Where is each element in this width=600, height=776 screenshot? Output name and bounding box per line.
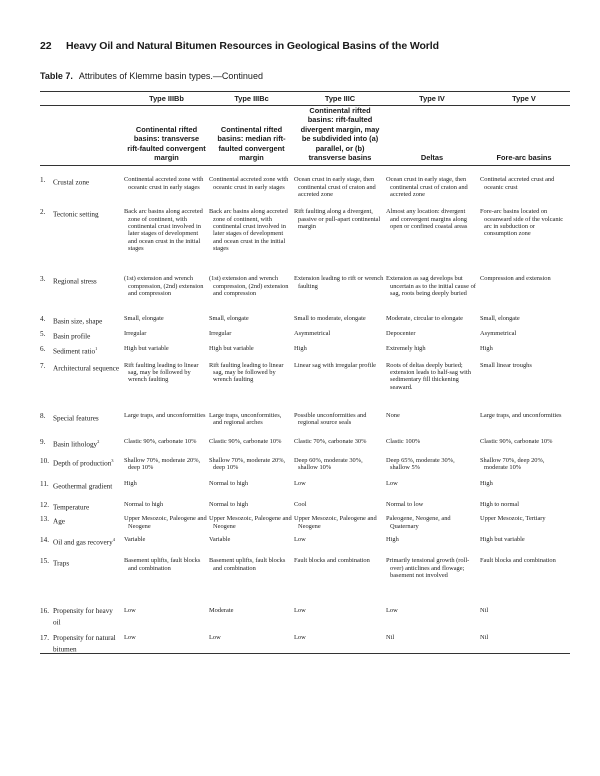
- column-subtitle: Continental rifted basins: median rift-faulted convergent margin: [209, 106, 294, 166]
- footnote-marker: 3: [111, 457, 114, 463]
- cell-text: Ocean crust in early stage, then continental crust of craton and accreted zone: [386, 176, 468, 199]
- row-label: Basin profile: [53, 332, 91, 341]
- cell-text: Clastic 70%, carbonate 30%: [294, 437, 367, 445]
- cell-text: Depocenter: [386, 330, 416, 338]
- cell-text: Normal to high: [209, 479, 249, 487]
- cell-text: Small to moderate, elongate: [294, 315, 366, 323]
- cell-text: High: [294, 345, 307, 353]
- table-cell: [294, 434, 386, 453]
- table-cell: [124, 306, 209, 326]
- cell-text: Large traps, and unconformities: [480, 411, 562, 419]
- klemme-attributes-table: [40, 91, 570, 654]
- cell-text: Irregular: [209, 330, 232, 338]
- table-cell: [124, 597, 209, 626]
- table-cell: [386, 553, 478, 597]
- cell-text: Continetal accreted crust and oceanic crust: [480, 176, 555, 191]
- row-label-cell: [40, 198, 124, 264]
- column-type: Type IIIBc: [209, 92, 294, 106]
- table-cell: [209, 553, 294, 597]
- table-cell: [386, 306, 478, 326]
- cell-text: Shallow 70%, moderate 20%, deep 10%: [209, 456, 286, 471]
- table-cell: [478, 403, 570, 434]
- table-cell: [209, 166, 294, 198]
- table-cell: [124, 434, 209, 453]
- running-title: Heavy Oil and Natural Bitumen Resources in Geological Basins of the World: [66, 40, 439, 52]
- row-label: Basin size, shape: [53, 317, 103, 326]
- column-subtitle-row: [40, 106, 570, 166]
- cell-text: Irregular: [124, 330, 147, 338]
- row-number: 6.: [40, 345, 46, 354]
- table-row: [40, 198, 570, 264]
- cell-text: Low: [209, 634, 221, 642]
- table-cell: [478, 306, 570, 326]
- table-cell: [386, 626, 478, 653]
- table-cell: [209, 476, 294, 497]
- table-cell: [478, 166, 570, 198]
- row-label-cell: [40, 476, 124, 497]
- row-number: 10.: [40, 456, 49, 465]
- table-cell: [478, 511, 570, 532]
- table-cell: [294, 264, 386, 306]
- table-cell: [124, 264, 209, 306]
- cell-text: Clastic 100%: [386, 437, 421, 445]
- row-label-cell: [40, 356, 124, 403]
- cell-text: Nil: [480, 634, 489, 642]
- cell-text: High: [386, 536, 399, 544]
- table-cell: [294, 403, 386, 434]
- cell-text: None: [386, 411, 400, 419]
- cell-text: Nil: [386, 634, 395, 642]
- table-cell: [294, 306, 386, 326]
- table-caption-text: Attributes of Klemme basin types.—Continued: [78, 71, 263, 81]
- row-label-wrap: [53, 515, 120, 526]
- row-label: Tectonic setting: [53, 210, 99, 219]
- column-subtitle: Continental rifted basins: transverse rift-faulted convergent margin: [124, 106, 209, 166]
- table-cell: [386, 198, 478, 264]
- row-number: 12.: [40, 500, 49, 509]
- cell-text: Large traps, and unconformities: [124, 411, 206, 419]
- cell-text: Low: [386, 607, 398, 615]
- header-corner: [40, 92, 124, 106]
- row-number: 11.: [40, 479, 49, 488]
- table-row: [40, 597, 570, 626]
- cell-text: High: [480, 479, 493, 487]
- row-label-wrap: [53, 501, 120, 512]
- row-number: 17.: [40, 634, 49, 643]
- table-cell: [294, 626, 386, 653]
- row-label-cell: [40, 403, 124, 434]
- cell-text: Low: [124, 607, 136, 615]
- row-number: 3.: [40, 275, 46, 284]
- cell-text: Ocean crust in early stage, then continental crust of craton and accreted zone: [294, 176, 376, 199]
- table-cell: [478, 264, 570, 306]
- table-cell: [478, 626, 570, 653]
- row-label: Age: [53, 517, 65, 526]
- table-cell: [386, 511, 478, 532]
- table-cell: [209, 511, 294, 532]
- cell-text: Moderate: [209, 607, 234, 615]
- cell-text: Linear sag with irregular profile: [294, 361, 376, 369]
- row-label: Geothermal gradient: [53, 482, 113, 491]
- table-cell: [386, 476, 478, 497]
- row-label-cell: [40, 166, 124, 198]
- cell-text: Large traps, unconformities, and regional arches: [209, 411, 282, 426]
- table-cell: [386, 341, 478, 356]
- column-type-row: [40, 92, 570, 106]
- table-cell: [478, 453, 570, 476]
- table-cell: [294, 597, 386, 626]
- table-cell: [209, 434, 294, 453]
- table-row: [40, 476, 570, 497]
- cell-text: Small linear troughs: [480, 361, 532, 369]
- cell-text: Continental accreted zone with oceanic crust in early stages: [124, 176, 204, 191]
- row-label: Propensity for heavy oil: [53, 607, 113, 627]
- cell-text: Moderate, circular to elongate: [386, 315, 464, 323]
- row-label-wrap: [53, 536, 120, 547]
- cell-text: Variable: [124, 536, 146, 544]
- column-type: Type IV: [386, 92, 478, 106]
- row-label-wrap: [53, 480, 120, 491]
- cell-text: Back arc basins along accreted zone of continent, with continental crust involved in later stages of development and ocean crust in the initial stages: [209, 208, 288, 252]
- row-number: 5.: [40, 330, 46, 339]
- table-cell: [294, 497, 386, 512]
- column-subtitle: Continental rifted basins: rift-faulted divergent margin, may be subdivided into (a) parallel, or (b) transverse basins: [294, 106, 386, 166]
- table-row: [40, 326, 570, 341]
- cell-text: Basement uplifts, fault blocks and combination: [124, 557, 201, 572]
- table-cell: [386, 403, 478, 434]
- table-cell: [209, 626, 294, 653]
- row-number: 13.: [40, 515, 49, 524]
- cell-text: Low: [294, 634, 306, 642]
- column-type: Type V: [478, 92, 570, 106]
- table-cell: [478, 341, 570, 356]
- table-cell: [209, 453, 294, 476]
- row-label-wrap: [53, 315, 120, 326]
- table-cell: [124, 532, 209, 553]
- cell-text: Shallow 70%, deep 20%, moderate 10%: [480, 456, 545, 471]
- cell-text: Upper Mesozoic, Tertiary: [480, 515, 546, 523]
- cell-text: High: [124, 479, 137, 487]
- table-cell: [478, 434, 570, 453]
- cell-text: Nil: [480, 607, 489, 615]
- row-label: Special features: [53, 414, 99, 423]
- table-cell: [209, 306, 294, 326]
- cell-text: Shallow 70%, moderate 20%, deep 10%: [124, 456, 201, 471]
- table-cell: [124, 476, 209, 497]
- table-cell: [124, 198, 209, 264]
- row-label: Basin lithology: [53, 440, 98, 449]
- table-caption: [40, 71, 263, 81]
- row-label-wrap: [53, 345, 120, 356]
- table-cell: [209, 356, 294, 403]
- table-cell: [386, 264, 478, 306]
- table-row: [40, 403, 570, 434]
- table-cell: [124, 356, 209, 403]
- table-cell: [209, 403, 294, 434]
- cell-text: Low: [294, 536, 306, 544]
- cell-text: (1st) extension and wrench compression, (2nd) extension and compression: [124, 275, 204, 297]
- row-number: 1.: [40, 176, 46, 185]
- cell-text: (1st) extension and wrench compression, (2nd) extension and compression: [209, 275, 289, 297]
- cell-text: Small, elongate: [209, 315, 249, 323]
- column-subtitle: Deltas: [386, 106, 478, 166]
- table-cell: [478, 597, 570, 626]
- cell-text: Paleogene, Neogene, and Quaternary: [386, 515, 451, 530]
- cell-text: Low: [386, 479, 398, 487]
- row-label: Temperature: [53, 503, 90, 512]
- row-label-wrap: [53, 208, 120, 219]
- row-label-wrap: [53, 634, 120, 653]
- row-number: 2.: [40, 208, 46, 217]
- table-cell: [478, 553, 570, 597]
- row-number: 15.: [40, 557, 49, 566]
- table-cell: [386, 434, 478, 453]
- cell-text: Deep 65%, moderate 30%, shallow 5%: [386, 456, 455, 471]
- cell-text: Compression and extension: [480, 275, 551, 283]
- cell-text: Fault blocks and combination: [480, 557, 556, 565]
- cell-text: Low: [294, 607, 306, 615]
- row-label-cell: [40, 497, 124, 512]
- row-number: 9.: [40, 437, 46, 446]
- table-cell: [478, 532, 570, 553]
- table-cell: [124, 497, 209, 512]
- row-label: Depth of production: [53, 459, 112, 468]
- cell-text: Small, elongate: [124, 315, 164, 323]
- table-row: [40, 166, 570, 198]
- cell-text: Extension as sag develops but uncertain as to the initial cause of sag, roots being deeply buried: [386, 275, 476, 297]
- cell-text: Back arc basins along accreted zone of continent, with continental crust involved in later stages of development and ocean crust in the initial stages: [124, 208, 203, 252]
- page-header: [40, 40, 570, 52]
- table-row: [40, 497, 570, 512]
- footnote-marker: 2: [97, 438, 100, 444]
- cell-text: Asymmetrical: [480, 330, 517, 338]
- row-label-cell: [40, 306, 124, 326]
- table-cell: [124, 166, 209, 198]
- table-cell: [478, 198, 570, 264]
- table-row: [40, 341, 570, 356]
- table-caption-label: Table 7.: [40, 71, 73, 81]
- table-cell: [294, 166, 386, 198]
- row-label-wrap: [53, 607, 120, 626]
- table-cell: [386, 597, 478, 626]
- cell-text: Possible unconformities and regional source seals: [294, 411, 367, 426]
- row-label-cell: [40, 434, 124, 453]
- cell-text: Rift faulting along a divergent, passive or pull-apart continental margin: [294, 208, 381, 230]
- table-cell: [294, 532, 386, 553]
- cell-text: Clastic 90%, carbonate 10%: [480, 437, 553, 445]
- table-row: [40, 511, 570, 532]
- cell-text: High but variable: [480, 536, 525, 544]
- row-number: 7.: [40, 361, 46, 370]
- row-label-wrap: [53, 438, 120, 449]
- table-cell: [294, 453, 386, 476]
- row-label-cell: [40, 626, 124, 653]
- table-cell: [209, 532, 294, 553]
- cell-text: High but variable: [209, 345, 254, 353]
- cell-text: Low: [294, 479, 306, 487]
- table-cell: [294, 341, 386, 356]
- table-body: [40, 166, 570, 654]
- cell-text: Cool: [294, 500, 307, 508]
- row-label: Traps: [53, 559, 70, 568]
- table-cell: [386, 497, 478, 512]
- cell-text: Basement uplifts, fault blocks and combination: [209, 557, 286, 572]
- table-cell: [294, 356, 386, 403]
- cell-text: Clastic 90%, carbonate 10%: [124, 437, 197, 445]
- cell-text: Asymmetrical: [294, 330, 331, 338]
- row-label: Propensity for natural bitumen: [53, 634, 116, 654]
- table-row: [40, 356, 570, 403]
- table-cell: [294, 326, 386, 341]
- table-cell: [386, 532, 478, 553]
- row-label-cell: [40, 341, 124, 356]
- table-row: [40, 434, 570, 453]
- row-number: 16.: [40, 607, 49, 616]
- table-cell: [478, 326, 570, 341]
- table-cell: [386, 326, 478, 341]
- cell-text: Almost any location: divergent and convergent margins along open or confined coastal areas: [386, 208, 468, 230]
- row-label-cell: [40, 453, 124, 476]
- table-cell: [209, 264, 294, 306]
- table-cell: [209, 326, 294, 341]
- table-cell: [209, 497, 294, 512]
- cell-text: Rift faulting leading to linear sag, may be followed by wrench faulting: [209, 361, 284, 384]
- cell-text: Upper Mesozoic, Paleogene and Neogene: [294, 515, 377, 530]
- table-cell: [294, 476, 386, 497]
- cell-text: Extension leading to rift or wrench faulting: [294, 275, 384, 290]
- header-corner: [40, 106, 124, 166]
- table-cell: [386, 356, 478, 403]
- cell-text: Extremely high: [386, 345, 426, 353]
- column-type: Type IIIBb: [124, 92, 209, 106]
- row-label-wrap: [53, 362, 120, 373]
- column-type: Type IIIC: [294, 92, 386, 106]
- cell-text: Primarily tensional growth (roll-over) anticlines and flowage; basement not involved: [386, 557, 470, 579]
- table-row: [40, 306, 570, 326]
- table-cell: [124, 553, 209, 597]
- row-label-wrap: [53, 457, 120, 468]
- table-cell: [124, 326, 209, 341]
- cell-text: Normal to high: [124, 500, 164, 508]
- table-row: [40, 453, 570, 476]
- row-number: 4.: [40, 315, 46, 324]
- table-row: [40, 264, 570, 306]
- table-cell: [124, 453, 209, 476]
- cell-text: Fore-arc basins located on oceanward side of the volcanic arc in subduction or consumption zone: [480, 208, 564, 238]
- cell-text: Clastic 90%, carbonate 10%: [209, 437, 282, 445]
- row-label-cell: [40, 264, 124, 306]
- row-label-cell: [40, 597, 124, 626]
- cell-text: Upper Mesozoic, Paleogene and Neogene: [209, 515, 292, 530]
- table-cell: [386, 166, 478, 198]
- table-cell: [478, 476, 570, 497]
- row-label-wrap: [53, 275, 120, 286]
- cell-text: Continental accreted zone with oceanic crust in early stages: [209, 176, 289, 191]
- table-cell: [386, 453, 478, 476]
- table-cell: [478, 497, 570, 512]
- cell-text: Rift faulting leading to linear sag, may be followed by wrench faulting: [124, 361, 199, 384]
- table-cell: [209, 198, 294, 264]
- footnote-marker: 1: [95, 346, 98, 352]
- table-row: [40, 626, 570, 653]
- row-label-cell: [40, 326, 124, 341]
- page-number: 22: [40, 40, 52, 52]
- row-label: Regional stress: [53, 277, 97, 286]
- cell-text: Small, elongate: [480, 315, 520, 323]
- cell-text: Upper Mesozoic, Paleogene and Neogene: [124, 515, 207, 530]
- cell-text: Deep 60%, moderate 30%, shallow 10%: [294, 456, 363, 471]
- cell-text: High but variable: [124, 345, 169, 353]
- row-label-wrap: [53, 557, 120, 568]
- cell-text: Fault blocks and combination: [294, 557, 370, 565]
- table-cell: [478, 356, 570, 403]
- table-cell: [294, 553, 386, 597]
- table-row: [40, 532, 570, 553]
- table-cell: [124, 341, 209, 356]
- table-cell: [124, 626, 209, 653]
- cell-text: Low: [124, 634, 136, 642]
- table-cell: [209, 341, 294, 356]
- table-cell: [294, 198, 386, 264]
- cell-text: Variable: [209, 536, 231, 544]
- cell-text: High: [480, 345, 493, 353]
- row-label: Crustal zone: [53, 178, 90, 187]
- cell-text: Roots of deltas deeply buried; extension leads to half-sag with sedimentary fill thickening seaward.: [386, 361, 471, 391]
- table-cell: [209, 597, 294, 626]
- table-cell: [294, 511, 386, 532]
- row-label-cell: [40, 532, 124, 553]
- row-label: Oil and gas recovery: [53, 538, 113, 547]
- cell-text: Normal to low: [386, 500, 424, 508]
- column-subtitle: Fore-arc basins: [478, 106, 570, 166]
- row-number: 8.: [40, 411, 46, 420]
- table-cell: [124, 403, 209, 434]
- footnote-marker: 4: [112, 537, 115, 543]
- row-label: Sediment ratio: [53, 347, 96, 356]
- cell-text: High to normal: [480, 500, 520, 508]
- row-label-wrap: [53, 330, 120, 341]
- row-label-cell: [40, 553, 124, 597]
- row-label-wrap: [53, 412, 120, 423]
- row-number: 14.: [40, 536, 49, 545]
- row-label-cell: [40, 511, 124, 532]
- row-label-wrap: [53, 176, 120, 187]
- cell-text: Normal to high: [209, 500, 249, 508]
- table-cell: [124, 511, 209, 532]
- table-row: [40, 553, 570, 597]
- row-label: Architectural sequence: [53, 364, 120, 373]
